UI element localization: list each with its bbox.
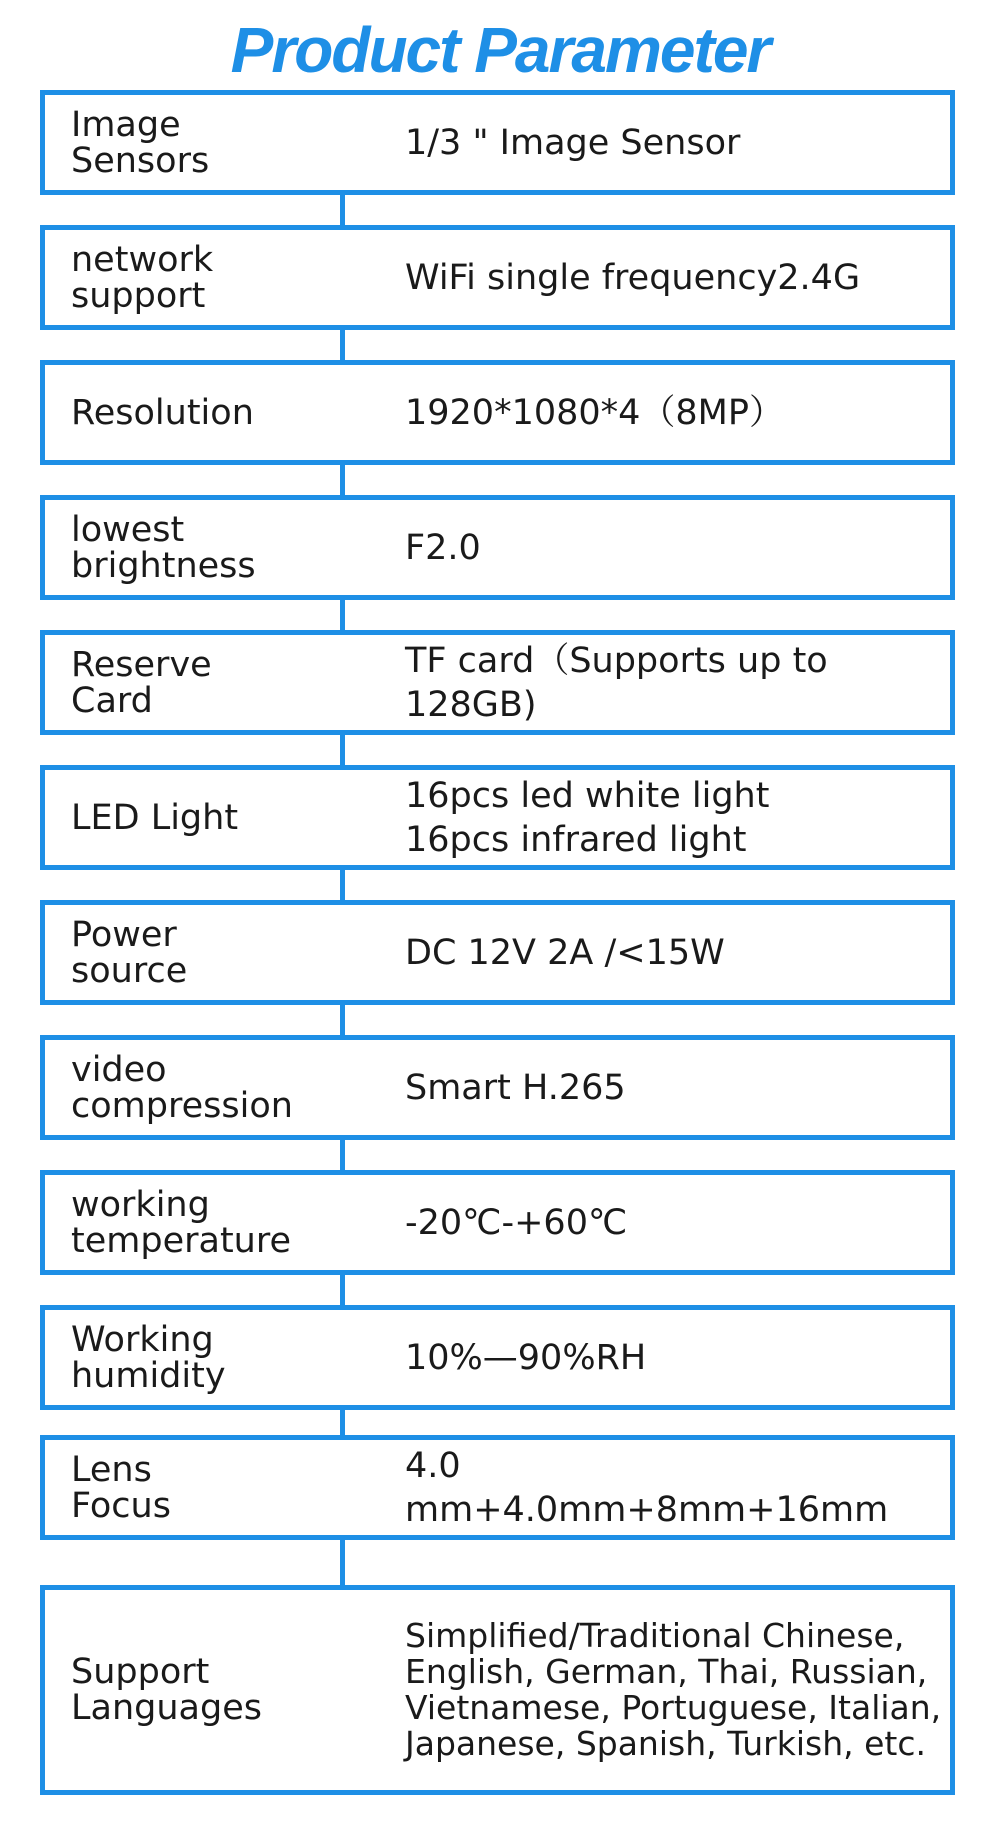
spec-row-network-support <box>40 225 955 330</box>
spec-label: Reserve Card <box>71 644 212 721</box>
spec-label: network support <box>71 239 214 316</box>
spec-label: Power source <box>71 914 188 991</box>
spec-label: Image Sensors <box>71 104 210 181</box>
spec-value: TF card（Supports up to 128GB) <box>405 640 828 725</box>
spec-row-working-humidity <box>40 1305 955 1410</box>
spec-label: Lens Focus <box>71 1449 171 1526</box>
spec-label: lowest brightness <box>71 509 256 586</box>
spec-row-power-source <box>40 900 955 1005</box>
spec-value: Smart H.265 <box>405 1067 626 1108</box>
spec-row-video-compression <box>40 1035 955 1140</box>
spec-row-working-temperature <box>40 1170 955 1275</box>
spec-label: Support Languages <box>71 1652 262 1728</box>
spec-value: 10%—90%RH <box>405 1337 647 1378</box>
spec-value: 4.0 mm+4.0mm+8mm+16mm <box>405 1445 889 1530</box>
spec-row-resolution <box>40 360 955 465</box>
spec-value: Simplified/Traditional Chinese, English, German, Thai, Russian, Vietnamese, Portuguese, Italian, Japanese, Spanish, Turkish, etc. <box>405 1616 942 1763</box>
spec-value: DC 12V 2A /<15W <box>405 932 725 973</box>
spec-row-reserve-card <box>40 630 955 735</box>
spec-label: video compression <box>71 1049 293 1126</box>
spec-row-lens-focus <box>40 1435 955 1540</box>
spec-value: F2.0 <box>405 527 481 568</box>
spec-value: -20℃-+60℃ <box>405 1202 628 1243</box>
spec-label: Working humidity <box>71 1319 226 1396</box>
spec-row-image-sensors <box>40 90 955 195</box>
spec-value: WiFi single frequency2.4G <box>405 257 861 298</box>
page-title: Product Parameter <box>230 14 770 86</box>
spec-row-support-languages <box>40 1585 955 1795</box>
spec-value: 1/3 " Image Sensor <box>405 122 741 163</box>
spec-label: working temperature <box>71 1184 291 1261</box>
spec-row-led-light <box>40 765 955 870</box>
spec-row-lowest-brightness <box>40 495 955 600</box>
spec-label: LED Light <box>71 797 239 838</box>
spec-label: Resolution <box>71 392 254 433</box>
spec-value: 1920*1080*4（8MP） <box>405 392 784 433</box>
spec-value: 16pcs led white light 16pcs infrared light <box>405 775 770 860</box>
